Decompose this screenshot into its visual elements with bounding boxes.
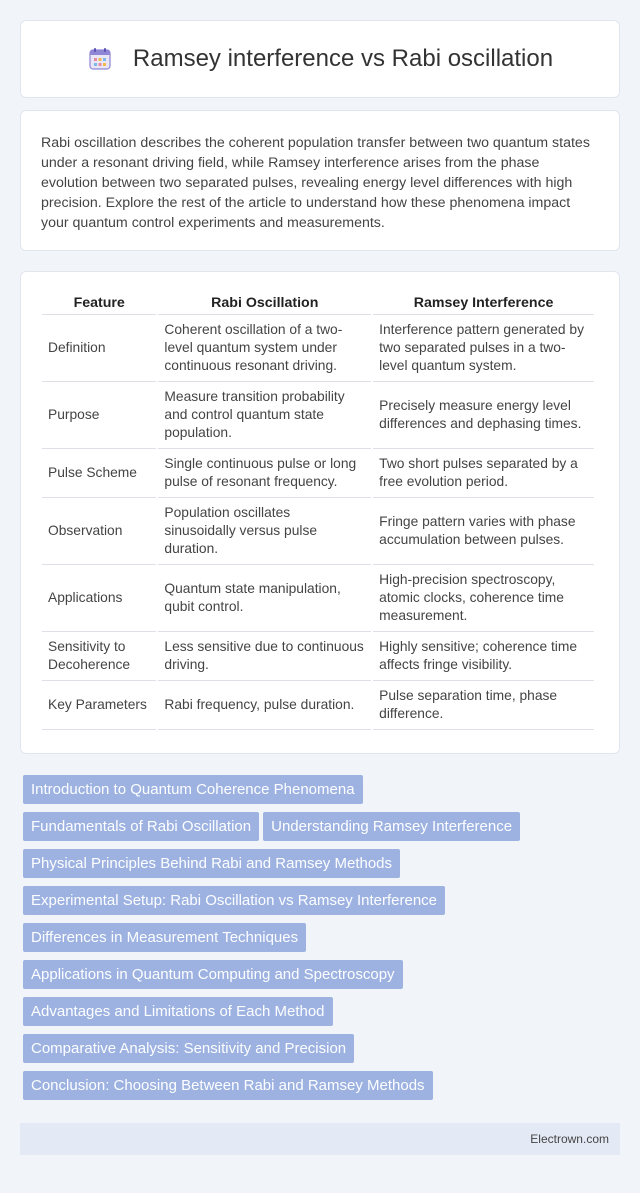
row-ramsey: Precisely measure energy level differences and dephasing times. <box>373 382 594 449</box>
row-feature: Pulse Scheme <box>42 449 156 498</box>
table-row <box>42 681 594 730</box>
table-row <box>42 382 594 449</box>
row-feature: Definition <box>42 315 156 382</box>
table-row <box>42 315 594 382</box>
row-ramsey: Fringe pattern varies with phase accumulation between pulses. <box>373 498 594 565</box>
table-header-row <box>42 292 594 315</box>
header-feature: Feature <box>42 292 156 315</box>
row-feature: Sensitivity to Decoherence <box>42 632 156 681</box>
link-applications[interactable]: Applications in Quantum Computing and Spectroscopy <box>23 960 403 989</box>
row-ramsey: Highly sensitive; coherence time affects fringe visibility. <box>373 632 594 681</box>
row-rabi: Single continuous pulse or long pulse of resonant frequency. <box>158 449 371 498</box>
row-rabi: Population oscillates sinusoidally versus pulse duration. <box>158 498 371 565</box>
row-rabi: Less sensitive due to continuous driving. <box>158 632 371 681</box>
row-feature: Applications <box>42 565 156 632</box>
header-rabi: Rabi Oscillation <box>158 292 371 315</box>
link-introduction[interactable]: Introduction to Quantum Coherence Phenomena <box>23 775 363 804</box>
comparison-table <box>40 292 596 730</box>
row-ramsey: Two short pulses separated by a free evolution period. <box>373 449 594 498</box>
row-rabi: Quantum state manipulation, qubit control. <box>158 565 371 632</box>
calendar-icon <box>87 46 113 72</box>
row-rabi: Rabi frequency, pulse duration. <box>158 681 371 730</box>
link-understanding-ramsey[interactable]: Understanding Ramsey Interference <box>263 812 520 841</box>
row-ramsey: High-precision spectroscopy, atomic clocks, coherence time measurement. <box>373 565 594 632</box>
header-ramsey: Ramsey Interference <box>373 292 594 315</box>
table-row <box>42 565 594 632</box>
row-feature: Observation <box>42 498 156 565</box>
intro-card <box>20 110 620 251</box>
footer-site-name[interactable]: Electrown.com <box>530 1132 609 1146</box>
page-title: Ramsey interference vs Rabi oscillation <box>132 45 554 72</box>
link-measurement-techniques[interactable]: Differences in Measurement Techniques <box>23 923 306 952</box>
comparison-table-card <box>20 271 620 754</box>
row-ramsey: Pulse separation time, phase difference. <box>373 681 594 730</box>
link-comparative-analysis[interactable]: Comparative Analysis: Sensitivity and Precision <box>23 1034 354 1063</box>
link-fundamentals-rabi[interactable]: Fundamentals of Rabi Oscillation <box>23 812 259 841</box>
table-row <box>42 498 594 565</box>
link-conclusion[interactable]: Conclusion: Choosing Between Rabi and Ramsey Methods <box>23 1071 433 1100</box>
related-links <box>23 775 623 1108</box>
row-feature: Purpose <box>42 382 156 449</box>
table-row <box>42 449 594 498</box>
row-rabi: Measure transition probability and control quantum state population. <box>158 382 371 449</box>
link-advantages-limitations[interactable]: Advantages and Limitations of Each Method <box>23 997 333 1026</box>
intro-paragraph: Rabi oscillation describes the coherent population transfer between two quantum states under a resonant driving field, while Ramsey interference arises from the phase evolution between two separated pulses, revealing energy level differences with high precision. Explore the rest of the article to understand how these phenomena impact your quantum control experiments and measurements. <box>41 135 590 231</box>
row-ramsey: Interference pattern generated by two separated pulses in a two-level quantum system. <box>373 315 594 382</box>
footer <box>20 1123 620 1155</box>
row-rabi: Coherent oscillation of a two-level quantum system under continuous resonant driving. <box>158 315 371 382</box>
link-physical-principles[interactable]: Physical Principles Behind Rabi and Ramsey Methods <box>23 849 400 878</box>
row-feature: Key Parameters <box>42 681 156 730</box>
table-row <box>42 632 594 681</box>
link-experimental-setup[interactable]: Experimental Setup: Rabi Oscillation vs Ramsey Interference <box>23 886 445 915</box>
title-card <box>20 20 620 98</box>
